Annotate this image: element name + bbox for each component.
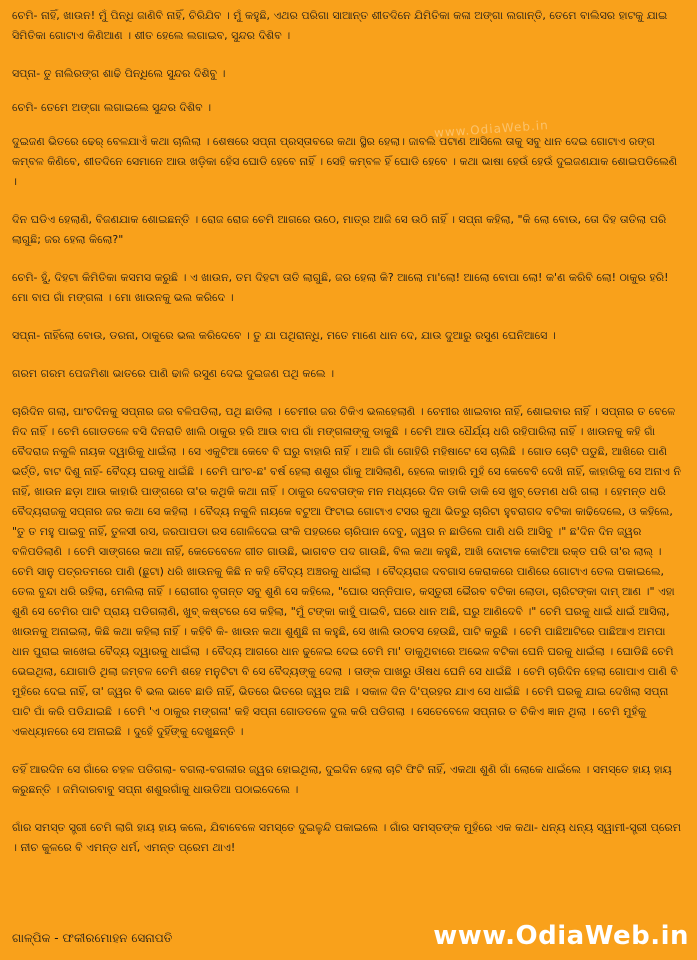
paragraph-chemi-coat: ଚେମି- ତେମେ ଅଙ୍ଗା ଲଗାଇଲେ ସୁନ୍ଦର ଦିଶିବ । — [12, 101, 212, 114]
paragraph-sapna-reassure: ସପ୍ନା- ନାହିଁଲୋ ବୋଉ, ଡରନା, ଠାକୁରେ ଭଲ କରିଦେବେ । ତୁ ଯା ପଥିରାନ୍ଧି, ମତେ ମାଣେ ଧାନ ଦେ, ଯାଉ ଦୁଆରୁ ରସୁଣ ଘେନିଆସେ । — [12, 329, 556, 342]
paragraph-meal: ଗରମ ଗରମ ପେଜମିଶା ଭାତରେ ପାଣି ଢାଳି ରସୁଣ ଦେଇ ଦୁଇଜଣ ପଥି କଲେ । — [12, 367, 335, 380]
paragraph-sapna-saree: ସପ୍ନା- ତୁ ନାଲିରଙ୍ଗ ଶାଢି ପିନ୍ଧିଲେ ସୁନ୍ଦର ଦିଶିବୁ । — [12, 67, 226, 80]
site-logo: www.OdiaWeb.in — [433, 921, 689, 951]
paragraph-morning-fever: ଦିନ ଘଡିଏ ହେଲାଣି, ବିଜଣଯାକ ଶୋଇଛନ୍ତି । ରୋଜ ରୋଜ ଚେମି ଆଗରେ ଉଠେ, ମାତ୍ର ଆଜି ସେ ଉଠି ନାହିଁ । ସପ୍ନା କହିଲା, "କି ଲୋ ବୋଉ, ତୋ ଦିହ ତାତିଲା ପରି ଲାଗୁଛି; ଜର ହେଲା କିଲୋ?" — [12, 213, 667, 246]
paragraph-ending: ଗାଁର ସମସ୍ତ ସ୍ତ୍ରୀ ଚେମି ଲାଗି ହାୟ ହାୟ କଲେ, ଯିବାବେଳେ ସମସ୍ତେ ଦୁଇଳୁନ୍ଦି ପକାଇଲେ । ଗାଁର ସମସ୍ତଙ୍କ ମୁହଁରେ ଏକ କଥା- ଧନ୍ୟ ଧନ୍ୟ ସ୍ୱାମୀ-ସ୍ତ୍ରୀ ପ୍ରେମ । ନୀଚ କୁଳରେ ବି ଏମନ୍ତ ଧର୍ମ, ଏମନ୍ତ ପ୍ରେମ ଥାଏ! — [12, 821, 681, 854]
paragraph-decision-blanket: ଦୁଇଜଣ ଭିତରେ ଢେର୍ ବେଳଯାଏଁ କଥା ଚାଲିଲା । ଶେଷରେ ସପ୍ନା ପ୍ରସ୍ତାବରେ କଥା ସ୍ଥିର ହେଲା। ଜାବଲି ପଟାଣ ଆସିଲେ ତାକୁ ସବୁ ଧାନ ଦେଇ ଗୋଟାଏ ରଙ୍ଗ କମ୍ବଳ କିଣିବେ, ଶୀତଦିନେ ସେମାନେ ଆଉ ଖଡ଼ିକା ହେଁସ ଘୋଡି ହେବେ ନାହିଁ । ସେହି କମ୍ବଳ ହିଁ ଘୋଡି ହେବେ । କଥା ଭାଷା ହେଉଁ ହେଉଁ ଦୁଇଜଣଯାକ ଶୋଇପଡିଲେଣି । — [12, 135, 678, 188]
paragraph-village-news: ତହିଁ ଆରଦିନ ସେ ଗାଁରେ ଚହଳ ପଡିଗଲା- ବଗଲା-ବଗଲୀର ଜ୍ୱର ହୋଇଥିଲା, ଦୁଇଦିନ ହେଲା ଚାଟି ଫିଟି ନାହିଁ, ଏକଥା ଶୁଣି ଗାଁ ଲୋକେ ଧାଇଁଲେ । ସମସ୍ତେ ହାୟ ହାୟ କରୁଛନ୍ତି । ଜମିଦାରବାବୁ ସପ୍ନା ଶଶୁରଗାଁକୁ ଧାଉଡିଆ ପଠାଇଦେଲେ । — [12, 763, 672, 796]
author-credit: ଗାଳ୍ପିକ - ଫକୀରମୋହନ ସେନାପତି — [12, 931, 173, 945]
paragraph-chemi-request: ଚେମି- ନାହିଁ, ଖାଉନ! ମୁଁ ପିନ୍ଧି ଜାଣିବି ନାହିଁ, ଚିରିଯିବ । ମୁଁ କହୁଛି, ଏଥର ପରିଗା ସାଆନ୍ତ ଶୀତଦିନେ ଯିମିତିକା କଳା ଅଙ୍ଗା ଲଗାନ୍ତି, ତେମେ ବାଲିସର ହାଟକୁ ଯାଇ ସିମିତିକା ଗୋଟାଏ କିଣିଆଣ । ଶୀତ ହେଲେ ଲଗାଇବ, ସୁନ୍ଦର ଦିଶିବ । — [12, 9, 668, 42]
watermark: www.OdiaWeb.in — [433, 118, 550, 140]
paragraph-chemi-worry: ଚେମି- ହୁଁ, ଦିହଟା କିମିତିକା କସମସ କରୁଛି । ଏ ଖାଉନ, ତମ ଦିହଟା ତାତି ଲାଗୁଛି, ଜର ହେଲା କି? ଆଲୋ ମା'ଲୋ! ଆଲୋ ବୋପା ଲୋ! କ'ଣ କରିବି ଲୋ! ଠାକୁର ହରି! ମୋ ବାପ ଗାଁ ମଙ୍ଗଳା । ମୋ ଖାଉନକୁ ଭଲ କରିଦେ । — [12, 271, 669, 304]
paragraph-illness-long: ଚାରିଦିନ ଗଲା, ପାଂଚଦିନକୁ ସପ୍ନାର ଜର ବଳିପଡିଲା, ପଥି ଛାଡିଲା । ଚେମୀର ଜର ଚିକିଏ ଭଲହେଲାଣି । ଚେମୀର ଖାଇବାର ନାହିଁ, ଶୋଇବାର ନାହିଁ । ସପ୍ନାର ତ ବେଳେ ନିଦ ନାହିଁ । ଚେମି ଗୋଡତଳେ ବସି ଦିନରାତି ଖାଲି ଠାକୁର ହରି ଆଉ ବାପ ଗାଁ ମଙ୍ଗଳାଙ୍କୁ ଡାକୁଛି । ଚେମି ଆଉ ଧୈର୍ଯ୍ୟ ଧରି ରହିପାରିଲା ନାହିଁ । ଖାଉନକୁ କହି ଗାଁ ବୈଦରାଜ ନକୁଳି ନାୟକ ଦ୍ୱାରିକୁ ଧାଇଁଲା । ସେ ଏକୁଟିଆ କେବେ ବି ଘରୁ ବାହାରି ନାହିଁ । ଆଜି ଗାଁ ଗୋହିରି ମହିଷାଟେ ସେ ଚାଲିଛି । ଗୋଡ ଚୋଟି ପଡୁଛି, ଆଖିରେ ପାଣି ଭର୍ତ୍ତି, ବାଟ ଦିଶୁ ନାହିଁ- ବୈଦ୍ୟ ଘରକୁ ଧାଇଁଛି । ଚେମି ପାଂଚ-ଛ' ବର୍ଷ ହେଲା ଶଶୁର ଗାଁକୁ ଆସିଲାଣି, ହେଲେ କାହାରି ମୁହଁ ସେ କେବେବି ଦେଖି ନାହିଁ, କାହାରିକୁ ସେ ଅନାଏ ନି ନାହିଁ, ଖାଉନ ଛଡ଼ା ଆଉ କାହାରି ପାଙ୍ଗରେ ତା'ର କଥିକି କଥା ନାହିଁ । ଠାକୁର ଦେବତାଙ୍କ ମନ ମଧ୍ୟରେ ଦିନ ଡାକି ଡାକି ସେ ଖୁବ୍ ଡେମଣ ଧରି ଗଲା । ହେମନ୍ତ ଧରି ବୈଦ୍ୟରାଜକୁ ସପ୍ନାର ଜର କଥା ସେ କହିଲା । ବୈଦ୍ୟ ନକୁଳି ନାୟକେ ବଟୁଆ ଫିଟାଇ ଗୋଟାଏ ଟସର କୁଥା ଭିତରୁ ଚାରିଟା ହୁବରାଗଦ ବଟିକା କାଢିଦେଲେ, ଓ କହିଲେ, "ତୁ ତ ମହୁ ପାଇବୁ ନାହିଁ, ତୁଳସୀ ରସ, ଜରପାପଡା ରସ ଗୋଳିଦେଇ ତାଂକି ପହରରେ ଚାରିପାନ ଦେବୁ, ଜ୍ୱର ନ ଛାଡିଲେ ପାଣି ଧରି ଆସିବୁ ।" ଛ'ଦିନ ଦିନ ଜ୍ୱର ବଳିପଡିଲାଣି । ଚେମି ସାଙ୍ଗରେ କଥା ନାହିଁ, କେତେବେଳେ ଗୀତ ଗାଉଛି, ଭାଗବତ ପଦ ଗାଉଛି, ବିଲ କଥା କହୁଛି, ଆଖି ଦୋଟାକ କୋଟିଆ ରକ୍ତ ପରି ତା'ର ଲାଲ୍ । ଚେମି ସାନୁ ପତ୍ରତମରେ ପାଣି (ଛୁଟା) ଧରି ଖାଉନକୁ କିଛି ନ କହି ବୈଦ୍ୟ ଅଞ୍ଚରକୁ ଧାଇଁଲା । ବୈଦ୍ୟରାଜ ଦବଗାସ କେରାକରେ ପାଣିରେ ଗୋଟାଏ ତେଲ ପକାଇଲେ, ତେଲ ବୁନ୍ଦା ଧରି ରହିଲା, ମେଲିଲା ନାହିଁ । ରୋଗୀର ବୃତାନ୍ତ ସବୁ ଶୁଣି ସେ କହିଲେ, "ଘୋର ସନ୍ନିପାତ, କସ୍ତୁରୀ ଭୈରବ ବଟିକା ଲୋଡା, ଚାରିଟଙ୍କା ଦାମ୍ ଆଣ ।" ଏହା ଶୁଣି ସେ ଚେମିର ପାଟି ପ୍ରାୟ ପଡିଗଲାଣି, ଖୁବ୍ କଷ୍ଟରେ ସେ କହିଲା, "ମୁଁ ଟଙ୍କା କାହୁଁ ପାଇବି, ଘରେ ଧାନ ଅଛି, ଘରୁ ଆଣିଦେବି ।" ଚେମି ଘରକୁ ଧାଇଁ ଧାଇଁ ଆସିଲା, ଖାଉନକୁ ଅନାଇଲା, କିଛି କଥା କହିଲା ନାହିଁ । କହିବି କି- ଖାଉନ କଥା ଶୁଣୁଛି ନା କହୁଛି, ସେ ଖାଲି ଉଠବସ ହେଉଛି, ପାଟି କରୁଛି । ଚେମି ପାଛିଆଟିରେ ପାଛିଆଏ ଅମପା ଧାନ ପୁରାଇ କାଖେଇ ବୈଦ୍ୟ ଦ୍ୱାରକୁ ଧାଇଁଲା । ବୈଦ୍ୟ ଆଗରେ ଧାନ ଢୁଳେଇ ଦେଇ ଚେମି ମା' ଡାକୁଥିବାରେ ଅଭେଳ ବଟିକା ଘେନି ଘରକୁ ଧାଇଁଲା । ଘୋଡିଛି ଚେମି ଭେଇଥିଲା, ଯୋଗାଡି ଥିଲା ଜମ୍ବଳ ଚେମି ଶହେ ମନୁଟିଟା ବି ସେ ବୈଦ୍ୟଙ୍କୁ ଦେଲା । ତାଙ୍କ ପାଖରୁ ଔଷଧ ଘେନି ସେ ଧାଇଁଛି । ଚେମି ଚାରିଦିନ ହେଲା ଗୋପାଏ ପାଣି ବି ମୁହଁରେ ଦେଇ ନାହିଁ, ତା' ଜ୍ୱର ବି ଭଲ ଭାବେ ଛାଡି ନାହିଁ, ଭିତରେ ଭିତରେ ଜ୍ୱର ଅଛି । ସକାଳ ଦିନ ଦି'ପ୍ରହର ଯାଏ ସେ ଧାଇଁଛି । ଚେମି ଘରକୁ ଯାଇ ଦେଖିଲା ସପ୍ନା ପାଟି ପାଁ କରି ପଡିଯାଇଛି । ଚେମି 'ଏ ଠାକୁର ମଙ୍ଗଳା' କହି ସପ୍ନା ଗୋଡତଳେ ଦୁଲ କରି ପଡିଗଲା । ସେତେବେଳେ ସପ୍ନାର ତ ଚିକିଏ ଜ୍ଞାନ ଥିଲା । ଚେମି ମୁହଁକୁ ଏକଧ୍ୟାନରେ ସେ ଅନାଇଛି । ଦୁହେଁ ଦୁହିଁଙ୍କୁ ଦେଖୁଛନ୍ତି । — [12, 405, 681, 738]
